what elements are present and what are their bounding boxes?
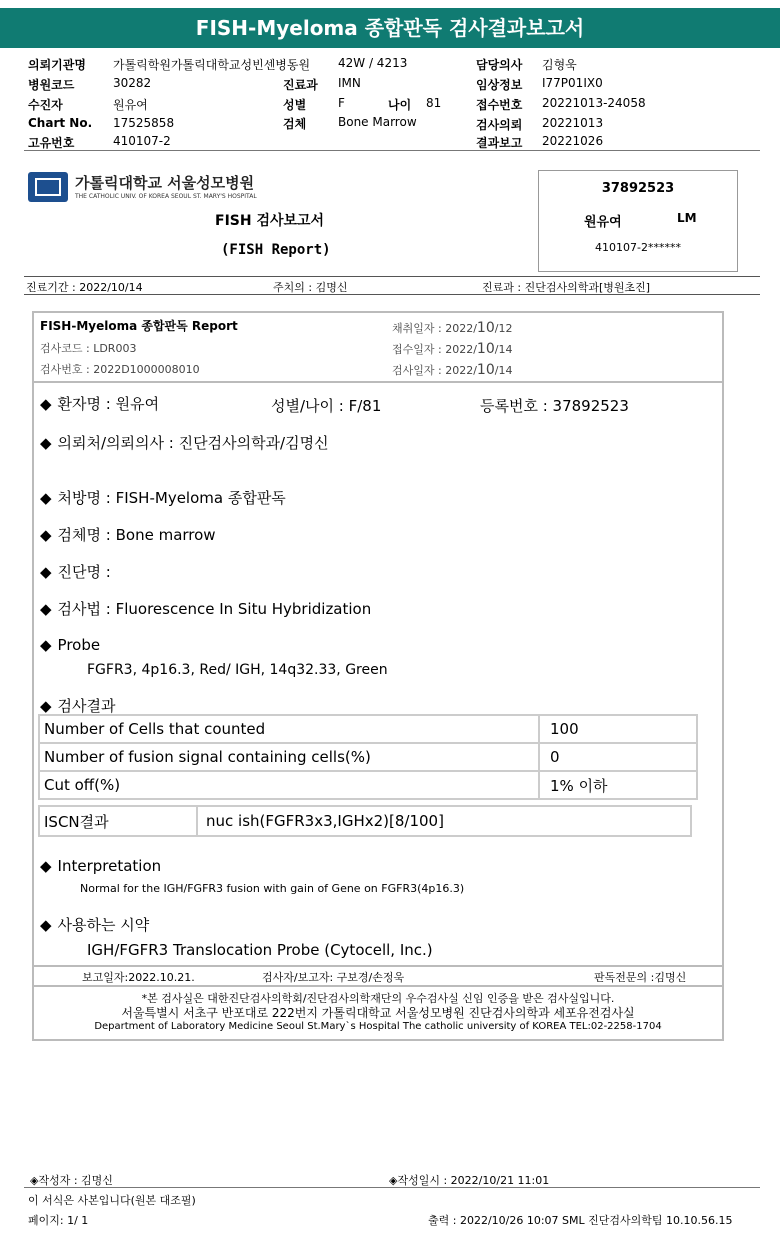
- patient-code: LM: [677, 211, 697, 225]
- label-specimen: 검체: [283, 117, 307, 131]
- referrer-line: ◆ 의뢰처/의뢰의사 : 진단검사의학과/김명신: [40, 434, 329, 452]
- label-attending-doctor: 담당의사: [476, 58, 523, 72]
- value-clinical-info: I77P01IX0: [542, 76, 603, 90]
- diamond-icon: ◆: [40, 697, 52, 715]
- divider: [24, 294, 760, 295]
- label-patient: 수진자: [28, 98, 63, 112]
- table-row: [39, 715, 697, 743]
- exam-date: 검사일자 : 2022/10/14: [392, 362, 513, 378]
- iscn-table: [38, 805, 692, 837]
- method-line: ◆ 검사법 : Fluorescence In Situ Hybridization: [40, 600, 372, 618]
- test-code: 검사코드 : LDR003: [40, 342, 137, 355]
- written-at: ◈작성일시 : 2022/10/21 11:01: [389, 1174, 550, 1187]
- value-specimen: Bone Marrow: [338, 115, 417, 129]
- diamond-icon: ◆: [40, 434, 52, 452]
- certification-note: *본 검사실은 대한진단검사의학회/진단검사의학재단의 우수검사실 신임 인증을 받은 검사실입니다.: [141, 992, 615, 1005]
- diamond-icon: ◆: [40, 489, 52, 507]
- diamond-icon: ◆: [40, 636, 52, 654]
- label-receipt-no: 접수번호: [476, 98, 523, 112]
- divider: [24, 1187, 760, 1188]
- label-requesting-institution: 의뢰기관명: [28, 58, 86, 72]
- value-chart-no: 17525858: [113, 116, 175, 130]
- result-table: [38, 714, 698, 800]
- diamond-icon: ◆: [40, 526, 52, 544]
- result-heading: ◆ 검사결과: [40, 697, 116, 715]
- label-hospital-code: 병원코드: [28, 78, 75, 92]
- interpretation-heading: ◆ Interpretation: [40, 857, 162, 875]
- order-header: [0, 50, 780, 150]
- label-dept: 진료과: [283, 78, 318, 92]
- visit-period: 진료기간 : 2022/10/14: [26, 281, 143, 294]
- report-title-bar: FISH-Myeloma 종합판독 검사결과보고서: [0, 8, 780, 48]
- collect-date: 채취일자 : 2022/10/12: [392, 320, 513, 336]
- printed-at: 출력 : 2022/10/26 10:07 SML 진단검사의학팀 10.10.56.15: [428, 1214, 733, 1227]
- patient-id-box: [538, 170, 738, 272]
- label-unique-no: 고유번호: [28, 136, 75, 150]
- value-patient: 원유여: [113, 98, 148, 112]
- label-clinical-info: 임상정보: [476, 78, 523, 92]
- divider: [34, 965, 722, 967]
- copy-note: 이 서식은 사본입니다(원본 대조필): [28, 1194, 196, 1207]
- hospital-logo-icon: [28, 172, 68, 202]
- hospital-name-english: THE CATHOLIC UNIV. OF KOREA SEOUL ST. MARY'S HOSPITAL: [75, 193, 257, 200]
- value-dept: IMN: [338, 76, 361, 90]
- probe-heading: ◆ Probe: [40, 636, 101, 654]
- table-row: [39, 806, 691, 836]
- reagent-heading: ◆ 사용하는 시약: [40, 916, 150, 934]
- value-unique-no: 410107-2: [113, 134, 171, 148]
- diamond-icon: ◆: [40, 395, 52, 413]
- form-title: FISH-Myeloma 종합판독 Report: [40, 319, 238, 333]
- table-row: [39, 771, 697, 799]
- label-sex: 성별: [283, 98, 307, 112]
- report-title: FISH 검사보고서: [215, 213, 325, 229]
- iscn-value: nuc ish(FGFR3x3,IGHx2)[8/100]: [197, 806, 691, 836]
- value-test-request: 20221013: [542, 116, 604, 130]
- patient-reg-no: 37892523: [601, 181, 675, 196]
- value-ward: 42W / 4213: [338, 56, 408, 70]
- visit-doctor: 주치의 : 김명신: [273, 281, 348, 294]
- diamond-icon: ◆: [40, 857, 52, 875]
- header-divider: [24, 150, 760, 151]
- patient-name: 원유여: [584, 215, 622, 230]
- table-cell: 0: [539, 743, 697, 771]
- label-test-request: 검사의뢰: [476, 118, 523, 132]
- diamond-icon: ◆: [40, 600, 52, 618]
- patient-masked-id: 410107-2******: [595, 241, 681, 254]
- table-cell: Number of Cells that counted: [39, 715, 539, 743]
- label-age: 나이: [388, 98, 412, 112]
- specialist: 판독전문의 :김명신: [594, 971, 687, 984]
- table-cell: 1% 이하: [539, 771, 697, 799]
- value-attending-doctor: 김형욱: [542, 58, 577, 72]
- table-cell: Cut off(%): [39, 771, 539, 799]
- table-cell: 100: [539, 715, 697, 743]
- diagnosis-line: ◆ 진단명 :: [40, 563, 111, 581]
- label-chart-no: Chart No.: [28, 116, 93, 130]
- diamond-icon: ◆: [40, 563, 52, 581]
- order-line: ◆ 처방명 : FISH-Myeloma 종합판독: [40, 489, 286, 507]
- value-age: 81: [426, 96, 442, 110]
- visit-dept: 진료과 : 진단검사의학과[병원초진]: [482, 281, 651, 294]
- test-number: 검사번호 : 2022D1000008010: [40, 363, 200, 376]
- hospital-name: 가톨릭대학교 서울성모병원: [75, 174, 255, 192]
- examiner: 검사자/보고자: 구보경/손정욱: [262, 971, 405, 984]
- diamond-icon: ◆: [40, 916, 52, 934]
- divider: [24, 276, 760, 277]
- interpretation-text: Normal for the IGH/FGFR3 fusion with gain of Gene on FGFR3(4p16.3): [80, 882, 465, 895]
- sex-age: 성별/나이 : F/81: [271, 397, 382, 415]
- reagent-text: IGH/FGFR3 Translocation Probe (Cytocell, Inc.): [87, 941, 433, 959]
- report-title-english: (FISH Report): [221, 242, 331, 258]
- iscn-label: ISCN결과: [39, 806, 197, 836]
- patient-line: ◆ 환자명 : 원유여: [40, 395, 160, 413]
- label-result-report: 결과보고: [476, 136, 523, 150]
- value-result-report: 20221026: [542, 134, 604, 148]
- lab-department-en: Department of Laboratory Medicine Seoul St.Mary`s Hospital The catholic university of KOREA TEL:02-2258-1704: [94, 1021, 662, 1032]
- value-sex: F: [338, 96, 345, 110]
- value-requesting-institution: 가톨릭학원가톨릭대학교성빈센병동원: [113, 58, 311, 72]
- page-number: 페이지: 1/ 1: [28, 1214, 89, 1227]
- lab-address: 서울특별시 서초구 반포대로 222번지 가톨릭대학교 서울성모병원 진단검사의학과 세포유전검사실: [121, 1006, 635, 1020]
- probe-text: FGFR3, 4p16.3, Red/ IGH, 14q32.33, Green: [87, 662, 388, 678]
- receipt-date: 접수일자 : 2022/10/14: [392, 341, 513, 357]
- writer: ◈작성자 : 김명신: [30, 1174, 113, 1187]
- registration-no: 등록번호 : 37892523: [480, 397, 629, 415]
- table-row: [39, 743, 697, 771]
- report-date: 보고일자:2022.10.21.: [82, 971, 195, 984]
- specimen-line: ◆ 검체명 : Bone marrow: [40, 526, 216, 544]
- table-cell: Number of fusion signal containing cells(%): [39, 743, 539, 771]
- value-receipt-no: 20221013-24058: [542, 96, 646, 110]
- divider: [34, 985, 722, 987]
- value-hospital-code: 30282: [113, 76, 152, 90]
